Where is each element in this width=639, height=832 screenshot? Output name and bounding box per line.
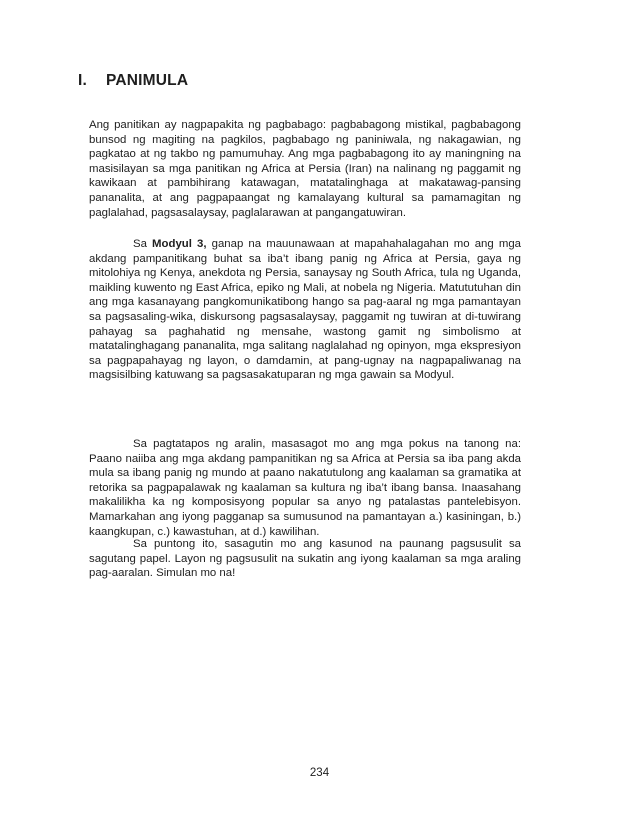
paragraph-module-body: ganap na mauunawaan at mapahahalagahan mo ang mga akdang pampanitikang buhat sa iba’t ibang panig ng Africa at Persia, gaya ng mitolohiya ng Kenya, anekdota ng Persia, sanaysay ng South Africa, tula ng Uganda, maikling kuwento ng East Africa, epiko ng Mali, at nobela ng Nigeria. Matututuhan din ang mga kasanayang pangkomunikatibong hango sa pag-aaral ng mga pamantayan sa pagsasaling-wika, diskursong pagsasalaysay, paggamit ng tuwiran at di-tuwirang pahayag sa paghahatid ng mensahe, wastong gamit ng simbolismo at matatalinghagang pananalita, mga salitang naglalahad ng opinyon, mga ekspresiyon sa pagpapahayag ng layon, o damdamin, at pang-ugnay na nagpapaliwanag na magsisilbing katuwang sa pagsasakatuparan ng mga gawain sa Modyul.	[89, 238, 521, 382]
paragraph-learning-goals: Sa pagtatapos ng aralin, masasagot mo ang mga pokus na tanong na: Paano naiiba ang mga akdang pampanitikan ng sa Africa at Persia sa iba pang akda mula sa ibang panig ng mundo at paano nakatutulong ang kaalaman sa gramatika at retorika sa pagpapalawak ng kaalaman sa kultura ng iba’t ibang bansa. Inaasahang makalilikha ka ng komposisyong popular sa anyo ng patalastas pantelebisyon. Mamarkahan ang iyong pagganap sa sumusunod na pamantayan a.) kasiningan, b.) kaangkupan, c.) kawastuhan, at d.) kawilihan.	[89, 438, 521, 538]
module-name-bold: Modyul 3,	[152, 238, 207, 250]
section-title: PANIMULA	[106, 72, 189, 89]
page-number: 234	[309, 767, 330, 779]
paragraph-module-lead: Sa	[133, 238, 153, 250]
paragraph-module-overview	[89, 237, 521, 383]
section-number: I.	[78, 72, 88, 89]
paragraph-pretest-instruction: Sa puntong ito, sasagutin mo ang kasunod na paunang pagsusulit sa sagutang papel. Layon ng pagsusulit na sukatin ang iyong kaalaman sa mga araling pag-aaralan. Simulan mo na!	[89, 538, 521, 580]
section-heading	[78, 72, 188, 90]
paragraph-intro: Ang panitikan ay nagpapakita ng pagbabago: pagbabagong mistikal, pagbabagong bunsod ng magiting na pagkilos, pagbabago ng paniniwala, ng nakagawian, ng pagkatao at ng takbo ng pamumuhay. Ang mga pagbabagong ito ay maningning na masisilayan sa mga panitikan ng Africa at Persia (Iran) na nalinang ng paggamit ng kawikaan at pambihirang katawagan, matatalinghaga at makatawag-pansing pananalita, at ang pagpapaangat ng kamalayang kultural sa pamamagitan ng paglalahad, pagsasalaysay, paglalarawan at pangangatuwiran.	[89, 119, 521, 219]
